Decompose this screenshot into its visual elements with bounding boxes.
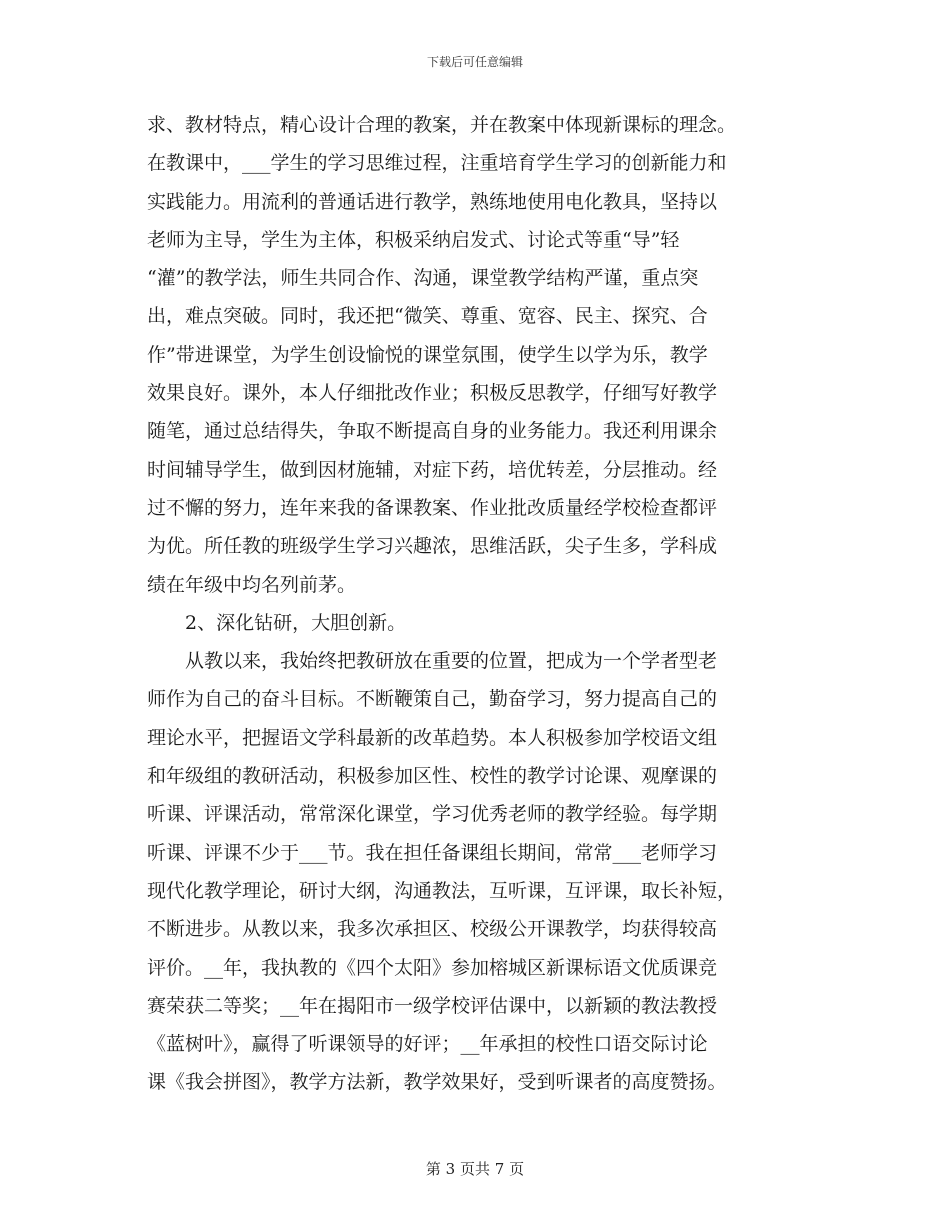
text-line: 从教以来，我始终把教研放在重要的位置，把成为一个学者型老	[185, 650, 718, 673]
text-line: 为优。所任教的班级学生学习兴趣浓，思维活跃，尖子生多，学科成	[147, 535, 718, 558]
text-line: 师作为自己的奋斗目标。不断鞭策自己，勤奋学习，努力提高自己的	[147, 688, 718, 711]
text-line: 老师为主导，学生为主体，积极采纳启发式、讨论式等重“导”轻	[147, 228, 680, 251]
text-line: 和年级组的教研活动，积极参加区性、校性的教学讨论课、观摩课的	[147, 765, 718, 788]
text-line: 过不懈的努力，连年来我的备课教案、作业批改质量经学校检查都评	[147, 496, 718, 519]
text-line: 评价。__年，我执教的《四个太阳》参加榕城区新课标语文优质课竞	[147, 956, 718, 979]
text-line: 出，难点突破。同时，我还把“微笑、尊重、宽容、民主、探究、合	[147, 305, 708, 328]
text-line: 不断进步。从教以来，我多次承担区、校级公开课教学，均获得较高	[147, 918, 718, 941]
page-header: 下载后可任意编辑	[426, 55, 523, 69]
text-line: 实践能力。用流利的普通话进行教学，熟练地使用电化教具，坚持以	[147, 190, 718, 213]
document-body	[147, 106, 807, 1102]
text-line: 效果良好。课外，本人仔细批改作业；积极反思教学，仔细写好教学	[147, 382, 718, 405]
text-line: 听课、评课不少于___节。我在担任备课组长期间，常常___老师学习	[147, 841, 718, 864]
text-line: 求、教材特点，精心设计合理的教案，并在教案中体现新课标的理念。	[147, 114, 737, 136]
text-line: 课《我会拼图》，教学方法新，教学效果好，受到听课者的高度赞扬。	[147, 1071, 727, 1094]
text-line: 《蓝树叶》，赢得了听课领导的好评；__年承担的校性口语交际讨论	[147, 1033, 708, 1056]
text-line: 绩在年级中均名列前茅。	[147, 573, 357, 596]
text-line: 听课、评课活动，常常深化课堂，学习优秀老师的教学经验。每学期	[147, 803, 718, 826]
text-line: 随笔，通过总结得失，争取不断提高自身的业务能力。我还利用课余	[147, 420, 718, 443]
text-line: “灌”的教学法，师生共同合作、沟通，课堂教学结构严谨，重点突	[147, 267, 699, 290]
text-line: 现代化教学理论，研讨大纲，沟通教法，互听课，互评课，取长补短，	[147, 879, 737, 902]
page-number-footer: 第 3 页共 7 页	[425, 1160, 525, 1178]
text-line: 作”带进课堂，为学生创设愉悦的课堂氛围，使学生以学为乐，教学	[147, 343, 708, 366]
text-line: 赛荣获二等奖；__年在揭阳市一级学校评估课中，以新颖的教法教授	[147, 994, 718, 1017]
text-line: 理论水平，把握语文学科最新的改革趋势。本人积极参加学校语文组	[147, 726, 718, 749]
text-line: 时间辅导学生，做到因材施辅，对症下药，培优转差，分层推动。经	[147, 458, 718, 481]
text-line: 在教课中，___学生的学习思维过程，注重培育学生学习的创新能力和	[147, 152, 727, 175]
section-heading: 2、深化钻研，大胆创新。	[185, 611, 407, 634]
